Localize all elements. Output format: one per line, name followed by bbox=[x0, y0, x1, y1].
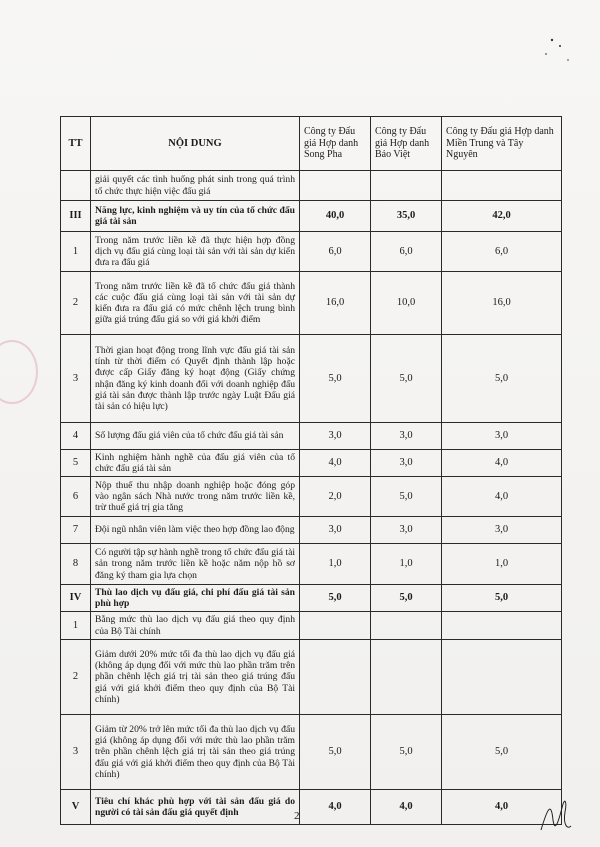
row-number: V bbox=[61, 790, 91, 825]
score-company-3: 5,0 bbox=[442, 335, 562, 423]
row-number: 8 bbox=[61, 544, 91, 585]
row-content: Bằng mức thù lao dịch vụ đấu giá theo quy định của Bộ Tài chính bbox=[91, 612, 300, 640]
score-company-3 bbox=[442, 640, 562, 715]
score-company-2: 6,0 bbox=[371, 232, 442, 272]
score-company-1 bbox=[300, 612, 371, 640]
criteria-row bbox=[61, 450, 562, 477]
criteria-row bbox=[61, 477, 562, 517]
row-content: Trong năm trước liền kề đã thực hiện hợp đồng dịch vụ đấu giá cùng loại tài sản với tài sản dự kiến đưa ra đấu giá bbox=[91, 232, 300, 272]
criteria-row bbox=[61, 715, 562, 790]
header-company-3: Công ty Đấu giá Hợp danh Miền Trung và Tây Nguyên bbox=[442, 117, 562, 171]
row-content: Đội ngũ nhân viên làm việc theo hợp đồng lao động bbox=[91, 517, 300, 544]
score-company-3: 1,0 bbox=[442, 544, 562, 585]
score-company-2: 5,0 bbox=[371, 335, 442, 423]
criteria-row bbox=[61, 640, 562, 715]
criteria-row bbox=[61, 423, 562, 450]
score-company-3: 6,0 bbox=[442, 232, 562, 272]
score-company-1 bbox=[300, 640, 371, 715]
score-company-3: 16,0 bbox=[442, 272, 562, 335]
criteria-row bbox=[61, 544, 562, 585]
score-company-2: 3,0 bbox=[371, 423, 442, 450]
header-company-1: Công ty Đấu giá Hợp danh Song Pha bbox=[300, 117, 371, 171]
score-company-1: 5,0 bbox=[300, 715, 371, 790]
row-content: Kinh nghiệm hành nghề của đấu giá viên của tổ chức đấu giá tài sản bbox=[91, 450, 300, 477]
red-stamp-partial bbox=[0, 340, 38, 404]
section-row bbox=[61, 201, 562, 232]
score-company-2: 35,0 bbox=[371, 201, 442, 232]
score-company-1: 4,0 bbox=[300, 450, 371, 477]
score-company-3: 3,0 bbox=[442, 517, 562, 544]
row-number: 3 bbox=[61, 715, 91, 790]
table-header-row bbox=[61, 117, 562, 171]
header-tt: TT bbox=[61, 117, 91, 171]
row-number: 4 bbox=[61, 423, 91, 450]
row-content: Thù lao dịch vụ đấu giá, chi phí đấu giá tài sản phù hợp bbox=[91, 585, 300, 612]
score-company-2: 3,0 bbox=[371, 450, 442, 477]
row-number: III bbox=[61, 201, 91, 232]
score-company-3: 5,0 bbox=[442, 585, 562, 612]
score-company-2: 4,0 bbox=[371, 790, 442, 825]
score-company-3 bbox=[442, 171, 562, 201]
score-company-3: 3,0 bbox=[442, 423, 562, 450]
score-company-2 bbox=[371, 171, 442, 201]
score-company-2 bbox=[371, 640, 442, 715]
score-company-1: 2,0 bbox=[300, 477, 371, 517]
row-content: Số lượng đấu giá viên của tổ chức đấu giá tài sản bbox=[91, 423, 300, 450]
header-company-2: Công ty Đấu giá Hợp danh Bảo Việt bbox=[371, 117, 442, 171]
score-company-1: 5,0 bbox=[300, 335, 371, 423]
criteria-row bbox=[61, 335, 562, 423]
row-content: Giảm từ 20% trở lên mức tối đa thù lao dịch vụ đấu giá (không áp dụng đối với mức thù lao phần trăm trên phần chênh lệch giá trị tài sản theo giá trúng đấu giá với giá khởi điểm theo quy định của Bộ Tài chính) bbox=[91, 715, 300, 790]
score-company-3: 4,0 bbox=[442, 790, 562, 825]
score-company-1: 40,0 bbox=[300, 201, 371, 232]
scoring-table bbox=[60, 116, 562, 825]
row-number: 1 bbox=[61, 612, 91, 640]
criteria-row bbox=[61, 232, 562, 272]
row-number: IV bbox=[61, 585, 91, 612]
section-row bbox=[61, 790, 562, 825]
score-company-1: 3,0 bbox=[300, 423, 371, 450]
row-content: Thời gian hoạt động trong lĩnh vực đấu giá tài sản tính từ thời điểm có Quyết định thành lập hoặc được cấp Giấy đăng ký hoạt động (Giấy chứng nhận đăng ký kinh doanh đối với doanh nghiệp đấu giá tài sản được thành lập trước ngày Luật Đấu giá tài sản có hiệu lực) bbox=[91, 335, 300, 423]
row-content: Trong năm trước liền kề đã tổ chức đấu giá thành các cuộc đấu giá cùng loại tài sản với tài sản dự kiến đưa ra đấu giá có mức chênh lệch trung bình giữa giá trúng đấu giá so với giá khởi điểm bbox=[91, 272, 300, 335]
row-number: 1 bbox=[61, 232, 91, 272]
score-company-1 bbox=[300, 171, 371, 201]
score-company-3: 4,0 bbox=[442, 477, 562, 517]
score-company-2 bbox=[371, 612, 442, 640]
page-number: 2 bbox=[294, 810, 300, 822]
criteria-row bbox=[61, 171, 562, 201]
criteria-row bbox=[61, 272, 562, 335]
row-content: Có người tập sự hành nghề trong tổ chức đấu giá tài sản trong năm trước liền kề hoặc năm nộp hồ sơ đăng ký tham gia lựa chọn bbox=[91, 544, 300, 585]
scan-marks bbox=[540, 30, 580, 75]
score-company-2: 3,0 bbox=[371, 517, 442, 544]
score-company-1: 4,0 bbox=[300, 790, 371, 825]
score-company-3: 5,0 bbox=[442, 715, 562, 790]
row-content: Giảm dưới 20% mức tối đa thù lao dịch vụ đấu giá (không áp dụng đối với mức thù lao phần trăm trên phần chênh lệch giá trị tài sản theo giá trúng đấu giá với giá khởi điểm theo quy định của Bộ Tài chính) bbox=[91, 640, 300, 715]
row-number: 3 bbox=[61, 335, 91, 423]
row-number: 2 bbox=[61, 272, 91, 335]
criteria-row bbox=[61, 612, 562, 640]
row-content: Tiêu chí khác phù hợp với tài sản đấu giá do người có tài sản đấu giá quyết định bbox=[91, 790, 300, 825]
score-company-2: 1,0 bbox=[371, 544, 442, 585]
score-company-1: 16,0 bbox=[300, 272, 371, 335]
score-company-3: 4,0 bbox=[442, 450, 562, 477]
row-number: 2 bbox=[61, 640, 91, 715]
score-company-3: 42,0 bbox=[442, 201, 562, 232]
row-content: Nộp thuế thu nhập doanh nghiệp hoặc đóng góp vào ngân sách Nhà nước trong năm trước liền kề, trừ thuế giá trị gia tăng bbox=[91, 477, 300, 517]
row-number: 6 bbox=[61, 477, 91, 517]
score-company-3 bbox=[442, 612, 562, 640]
score-company-1: 1,0 bbox=[300, 544, 371, 585]
row-number: 7 bbox=[61, 517, 91, 544]
score-company-2: 5,0 bbox=[371, 585, 442, 612]
criteria-row bbox=[61, 517, 562, 544]
score-company-2: 5,0 bbox=[371, 715, 442, 790]
row-number bbox=[61, 171, 91, 201]
row-number: 5 bbox=[61, 450, 91, 477]
score-company-1: 3,0 bbox=[300, 517, 371, 544]
header-content: NỘI DUNG bbox=[91, 117, 300, 171]
score-company-2: 10,0 bbox=[371, 272, 442, 335]
row-content: Năng lực, kinh nghiệm và uy tín của tổ chức đấu giá tài sản bbox=[91, 201, 300, 232]
section-row bbox=[61, 585, 562, 612]
score-company-1: 5,0 bbox=[300, 585, 371, 612]
handwritten-signature bbox=[537, 790, 577, 845]
score-company-2: 5,0 bbox=[371, 477, 442, 517]
score-company-1: 6,0 bbox=[300, 232, 371, 272]
row-content: giải quyết các tình huống phát sinh trong quá trình tổ chức thực hiện việc đấu giá bbox=[91, 171, 300, 201]
